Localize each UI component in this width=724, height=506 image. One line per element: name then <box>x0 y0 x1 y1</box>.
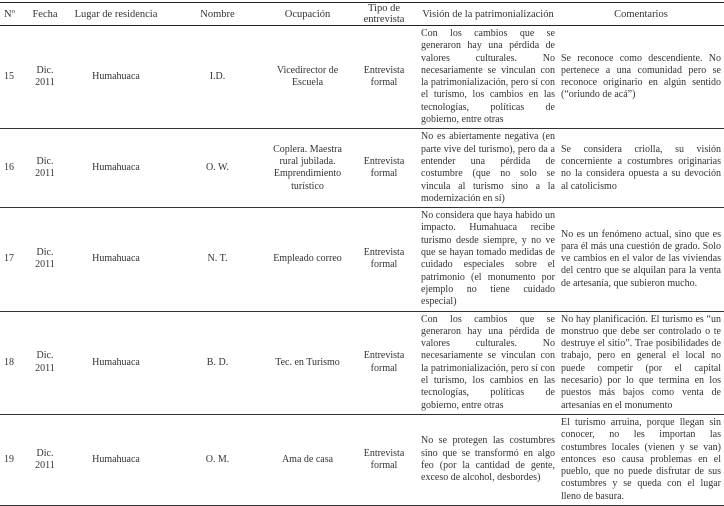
date-cell <box>28 26 62 129</box>
number-cell: 18 <box>0 311 28 414</box>
date-part: 2011 <box>35 362 55 374</box>
date-part: 2011 <box>35 259 55 271</box>
comments-cell: Se reconoce como descendiente. No pertenece a una comunidad pero se reconoce originario en algún sentido (“oriundo de acá”) <box>558 26 724 129</box>
residence-cell: Humahuaca <box>62 208 170 311</box>
residence-cell: Humahuaca <box>62 311 170 414</box>
occupation-cell: Ama de casa <box>265 414 350 505</box>
number-cell: 17 <box>0 208 28 311</box>
header-row <box>0 3 724 26</box>
interview-type-cell: Entrevista formal <box>350 208 418 311</box>
name-cell: O. M. <box>170 414 265 505</box>
occupation-cell: Coplera. Maestra rural jubilada. Emprendimiento turístico <box>265 129 350 208</box>
date-part: 2011 <box>35 459 55 471</box>
vision-cell: Con los cambios que se generaron hay una pérdida de valores culturales. No necesariamente se vinculan con la patrimonialización, pero sí con el turismo, los cambios en las tecnologías, políticas de gobierno, entre otras <box>418 311 558 414</box>
interview-type-cell: Entrevista formal <box>350 414 418 505</box>
table-row <box>0 414 724 505</box>
number-cell: 15 <box>0 26 28 129</box>
date-part: Dic. <box>36 247 54 259</box>
header-name: Nombre <box>170 3 265 26</box>
date-part: Dic. <box>36 447 54 459</box>
date-cell <box>28 208 62 311</box>
name-cell: B. D. <box>170 311 265 414</box>
interview-type-cell: Entrevista formal <box>350 26 418 129</box>
residence-cell: Humahuaca <box>62 129 170 208</box>
header-residence: Lugar de residencia <box>62 3 170 26</box>
date-part: 2011 <box>35 168 55 180</box>
header-vision: Visión de la patrimonialización <box>418 3 558 26</box>
occupation-cell: Empleado correo <box>265 208 350 311</box>
date-cell <box>28 129 62 208</box>
date-part: Dic. <box>36 350 54 362</box>
header-number: Nº <box>0 3 28 26</box>
occupation-cell: Tec. en Turismo <box>265 311 350 414</box>
number-cell: 16 <box>0 129 28 208</box>
comments-cell: El turismo arruina, porque llegan sin conocer, no les importan las costumbres locales (vienen y se van) entonces eso causa problemas en el pueblo, que no puede disfrutar de sus costumbres y se queda con el lugar lleno de basura. <box>558 414 724 505</box>
residence-cell: Humahuaca <box>62 414 170 505</box>
date-cell <box>28 414 62 505</box>
date-part: Dic. <box>36 64 54 76</box>
comments-cell: Se considera criolla, su visión concerniente a costumbres originarias no la considera opuesta a su devoción al catolicismo <box>558 129 724 208</box>
residence-cell: Humahuaca <box>62 26 170 129</box>
vision-cell: No considera que haya habido un impacto. Humahuaca recibe turismo desde siempre, y no ve que se hayan tomado medidas de cuidado especiales sobre el patrimonio (el monumento por ejemplo no tiene cuidado especial) <box>418 208 558 311</box>
name-cell: O. W. <box>170 129 265 208</box>
date-cell <box>28 311 62 414</box>
header-date: Fecha <box>28 3 62 26</box>
date-part: 2011 <box>35 77 55 89</box>
table-row <box>0 129 724 208</box>
name-cell: I.D. <box>170 26 265 129</box>
interview-type-cell: Entrevista formal <box>350 311 418 414</box>
interviews-table <box>0 2 724 506</box>
interview-type-cell: Entrevista formal <box>350 129 418 208</box>
occupation-cell: Vicedirector de Escuela <box>265 26 350 129</box>
date-part: Dic. <box>36 155 54 167</box>
table-row <box>0 311 724 414</box>
name-cell: N. T. <box>170 208 265 311</box>
comments-cell: No es un fenómeno actual, sino que es para él más una cuestión de grado. Solo ve cambios en el valor de las viviendas del centro que se alquilan para la venta de artesanía, que subieron mucho. <box>558 208 724 311</box>
vision-cell: No se protegen las costumbres sino que se transformó en algo feo (por la cantidad de gente, exceso de alcohol, desbordes) <box>418 414 558 505</box>
vision-cell: Con los cambios que se generaron hay una pérdida de valores culturales. No necesariamente se vinculan con la patrimonialización, pero sí con el turismo, los cambios en las tecnologías, políticas de gobierno, entre otras <box>418 26 558 129</box>
table-row <box>0 208 724 311</box>
table-row <box>0 26 724 129</box>
header-occupation: Ocupación <box>265 3 350 26</box>
vision-cell: No es abiertamente negativa (en parte vive del turismo), pero da a entender una pérdida de costumbre (que no solo se vincula al turismo sino a la modernización en sí) <box>418 129 558 208</box>
header-comments: Comentarios <box>558 3 724 26</box>
header-interview-type: Tipo de entrevista <box>350 3 418 26</box>
comments-cell: No hay planificación. El turismo es “un monstruo que debe ser controlado o te destruye el sitio”. Trae posibilidades de trabajo, pero en general el local no puede competir (por el capital necesario) por lo que termina en los puestos más bajos como venta de artesanías en el monumento <box>558 311 724 414</box>
number-cell: 19 <box>0 414 28 505</box>
